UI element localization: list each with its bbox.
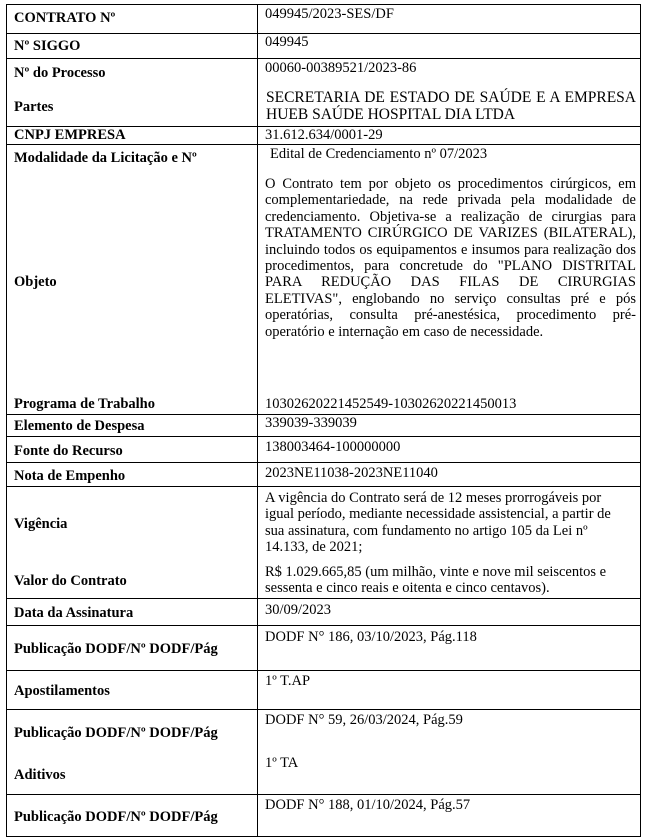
row-divider [6,144,641,145]
programa-label: Programa de Trabalho [14,396,155,412]
modalidade-value: Edital de Credenciamento nº 07/2023 [270,146,488,162]
siggo-value: 049945 [265,34,309,50]
publicacao-label: Publicação DODF/Nº DODF/Pág [14,725,218,741]
row-divider [6,486,641,487]
aditivos-label: Aditivos [14,767,66,783]
elemento-value: 339039-339039 [265,415,357,431]
cnpj-label: CNPJ EMPRESA [14,127,126,143]
table-column-divider [257,4,258,837]
row-divider [6,625,641,626]
publicacao-value: DODF N° 188, 01/10/2024, Pág.57 [265,797,471,813]
modalidade-label: Modalidade da Licitação e Nº [14,150,197,166]
publicacao-label: Publicação DODF/Nº DODF/Pág [14,809,218,825]
fonte-label: Fonte do Recurso [14,443,123,459]
apostilamentos-label: Apostilamentos [14,683,110,699]
vigencia-label: Vigência [14,516,68,532]
row-divider [6,58,641,59]
siggo-label: Nº SIGGO [14,38,81,54]
row-divider [6,670,641,671]
table-left-border [6,4,7,837]
table-right-border [640,4,641,837]
empenho-value: 2023NE11038-2023NE11040 [265,465,438,481]
publicacao-label: Publicação DODF/Nº DODF/Pág [14,641,218,657]
row-divider [6,794,641,795]
objeto-label: Objeto [14,274,57,290]
valor-label: Valor do Contrato [14,573,127,589]
apostilamentos-value: 1º T.AP [265,673,311,689]
assinatura-label: Data da Assinatura [14,605,134,621]
partes-value: SECRETARIA DE ESTADO DE SAÚDE E A EMPRESA HUEB SAÚDE HOSPITAL DIA LTDA [266,89,636,123]
cnpj-value: 31.612.634/0001-29 [265,127,383,143]
programa-value: 10302620221452549-10302620221450013 [265,396,517,412]
valor-value: R$ 1.029.665,85 (um milhão, vinte e nove mil seiscentos e sessenta e cinco reais e oitenta e cinco centavos). [265,564,607,597]
row-divider [6,462,641,463]
assinatura-value: 30/09/2023 [265,602,332,618]
processo-value: 00060-00389521/2023-86 [265,60,417,76]
contrato-value: 049945/2023-SES/DF [265,6,394,22]
row-divider [6,436,641,437]
empenho-label: Nota de Empenho [14,468,126,484]
elemento-label: Elemento de Despesa [14,418,145,434]
objeto-value: O Contrato tem por objeto os procedimentos cirúrgicos, em complementariedade, na rede privada pela modalidade de credenciamento. Objetiva-se a realização de cirurgias para TRATAMENTO CIRÚRGICO DE VARIZES (BILATERAL), incluindo todos os equipamentos e insumos para realização dos procedimentos, para concretude do "PLANO DISTRITAL PARA REDUÇÃO DAS FILAS DE CIRURGIAS ELETIVAS", englobando no serviço consultas pré e pós operatórias, consulta pré-anestésica, procedimento pré-operatório e internação em caso de necessidade. [265,176,636,340]
publicacao-value: DODF N° 186, 03/10/2023, Pág.118 [265,629,477,645]
fonte-value: 138003464-100000000 [265,439,401,455]
vigencia-value: A vigência do Contrato será de 12 meses prorrogáveis por igual período, mediante necessidade assistencial, a partir de sua assinatura, com fundamento no artigo 105 da Lei nº 14.133, de 2021; [265,490,611,556]
partes-label: Partes [14,99,54,115]
processo-label: Nº do Processo [14,65,106,81]
row-divider [6,836,641,837]
publicacao-value: DODF N° 59, 26/03/2024, Pág.59 [265,712,463,728]
contrato-label: CONTRATO Nº [14,10,116,26]
row-divider [6,4,641,5]
row-divider [6,598,641,599]
aditivos-value: 1º TA [265,755,299,771]
row-divider [6,709,641,710]
